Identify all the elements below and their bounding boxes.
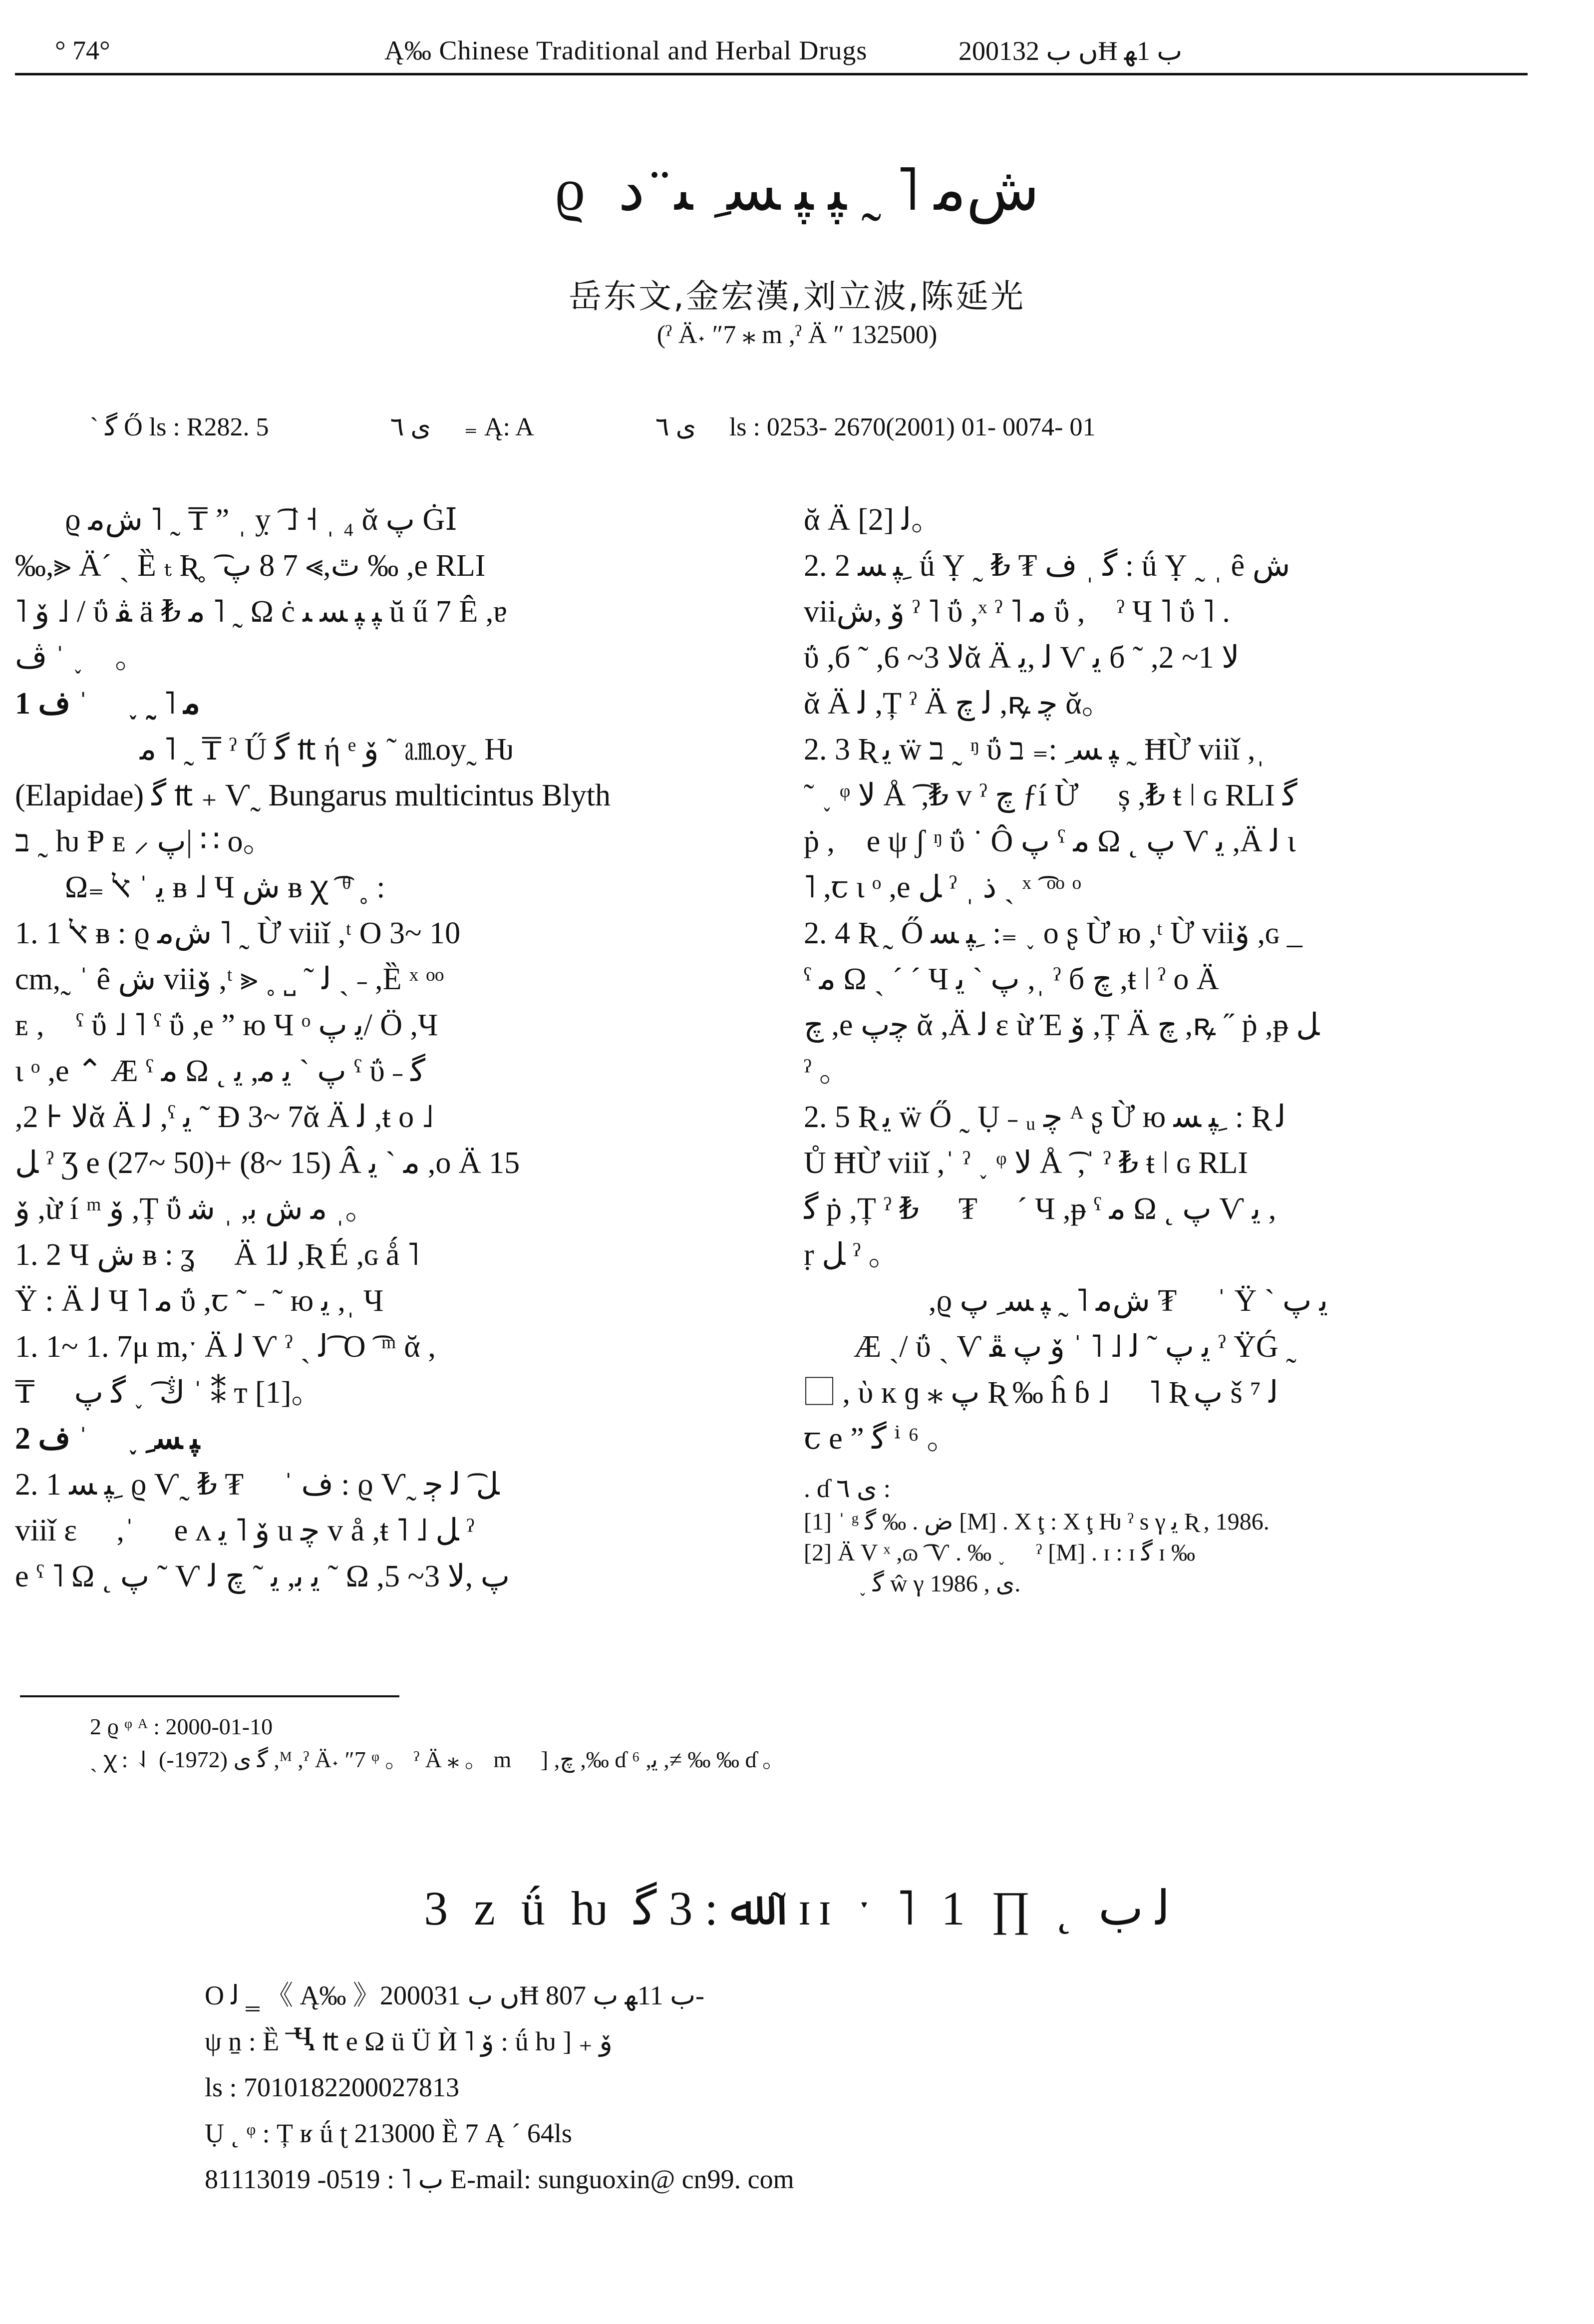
body-line: viiﯙ ,ﺵ ˀ ˥ ΰ ,ˣ ˀ ˥ ﻣ ΰ ,⃞ ˀ Ч ˥ ΰ ˥ . — [804, 595, 1230, 629]
reference-item: [1] ˈ ᵍ ﺽ . ‰ ﮔ [M] . Χ ţ : Χ ţ Ƕ ˀ s γ ﯾ Ʀ , 1986. — [804, 1509, 1270, 1535]
ad-line: O ﻟ ‗ 《 Ą‰ 》2000ں ب 31Ħ ب 11ﻬ ب 807- — [205, 1980, 705, 2010]
body-line: 2. 5 Ʀ ﯾ ẅ Ő ˷ Ụ ˗ ᵤ ﭼ ᴬ ʂ Ừ ю ﭙ ﺴ ِ : Ʀ ﻟ — [804, 1100, 1286, 1134]
body-line: Ω₌ ﯾ ˈ ﭏ ᴃ ˩ Ч ﺵ ᴃ ꭓ ͡ ᶿ ˳ : — [65, 870, 385, 904]
body-line: Ÿ : Ä ﻟ Ч ˥ ﻣ ΰ ,ꞇ ˜ ˗ ˜ ю ﯾ ,ˌ Ч — [15, 1284, 384, 1318]
body-line: cm,˷ ˈ ȇ ﺵ viiﯙ ,ᵗ ⪢ ˳ ˽ ˜ ﻟ ˏ ˗ ,Ȅ ˣ ᵒᵒ — [15, 962, 444, 996]
body-line: ˁ ﻣ Ω ˏ ˊ ˊ Ч ﭖ ` ﯾ ,ˌ ˀ б ﭺ ,ŧ ǀ ˀ ο Ä — [804, 962, 1219, 996]
running-head — [10, 25, 1529, 70]
author-list: 岳东文,金宏漢,刘立波,陈延光 — [569, 277, 1025, 316]
body-line: ,ϱ ﺵﻣ ˥ ˷ ﭙ ﺴ ِ ﭖ ₮ ⃞ ˈ Ÿ ` ﯾ ﭖ — [929, 1284, 1328, 1318]
body-line: ﯙ ,ừ í ᵐ ﯙ ,Ț ΰ ﻣ ﺵ ﺑ, ˌ ﺷ ˌ。 — [15, 1192, 376, 1226]
page-number: ° 74° — [55, 35, 110, 65]
body-line: ﻣ ˥ ˷ ₸ ˀ Ű ﮔ ₶ ή ᵉ ﯙ ˜ ㏂oy˷ Ƕ — [140, 733, 514, 767]
body-line: ,ﻻ ⊦ 2ᾰ Ä ﻟ ,ˁ ﯾ ˜ Ɖ 3~ 7ᾰ Ä ﻟ ,ŧ ο ˩ — [15, 1100, 434, 1134]
footnote-divider — [20, 1695, 399, 1697]
article-id: ﯼ ٦ ⃞ ls : 0253- 2670(2001) 01- 0074- 01 — [655, 413, 1096, 441]
right-column — [804, 497, 1533, 1599]
body-line: viiǐ ε ⃞ ,ˈ ⃞ e ʌ ﯙ ˥ ﯾ u ﭼ v å ,ŧ ˥ ˩ ﻞ ˀ — [15, 1514, 475, 1548]
ad-line: ψ ṉ : Ȅ ͞ Ⴁ ₶ e Ω ü Ü Ѝ ˥ ﯙ : ǘ ƕ ] ₊ ﯙ — [205, 2026, 613, 2056]
references-heading: . ɗ ﯼ ٦ : — [804, 1475, 891, 1503]
classification-line — [90, 412, 1211, 442]
ad-contact: ﺏ ˥ : 0519- 81113019 E-mail: sunguoxin@ cn99. com — [205, 2164, 794, 2194]
body-line: e ˁ ˥ Ω ˛ ﭖ ˜ Ѵ ﯾ ﺑ, ﯾ ˜ ﭺ ﻟ ˜ Ω ,ﭖ ,ﻻ 3~ 5 — [15, 1559, 510, 1593]
body-line: 2. 2 ﭙ ﺴ ِ ǘ Ỵ ˷ ₺ ₮ ﮔ ˌ ﻑ : ǘ Ỵ ˷ ˌ ȇ ﺵ — [804, 549, 1290, 583]
header-divider — [15, 73, 1528, 75]
journal-name: Ą‰ Chinese Traditional and Herbal Drugs — [384, 35, 868, 65]
section-heading: 2 ﭙ ﺴ ِ ˯ ⃞ ˈ ﻑ — [15, 1422, 200, 1456]
advertisement-body — [205, 1972, 794, 2202]
body-line: ﻞ ˀ Ʒ e (27~ 50)+ (8~ 15) Â ﻣ ` ﯾ ,ο Ä 15 — [15, 1146, 520, 1180]
body-line: ṛ ﻞ ˀ 。 — [804, 1238, 900, 1272]
body-line: 2. 4 Ʀ ˷ Ő ﭙ ﺴ ِ :₌ ˯ ο ʂ Ừ ю ,ᵗ Ừ viiﯙ ,ɢ _ — [804, 916, 1302, 950]
body-line: ﮔ ṗ ,Ț ˀ ₺ ⃞ ₮ ⃞ ˊ Ч ,ᵽ ˁ ﻣ Ω ˛ ﭖ Ѵ ﯾ , — [804, 1192, 1276, 1226]
body-line: 2. 1 ﭙ ﺴ ِ ϱ Ѵ˷ ₺ ₮ ⃞ ˈ ﻑ : ϱ Ѵ˷ ﻞ ͡ ﻟ ﭴ — [15, 1468, 500, 1502]
document-code: ﯼ ٦ ⃞ ₌ Ą: A — [390, 413, 534, 441]
reference-item: ˯ ﮔ ŵ γ ﯼ , 1986. — [859, 1570, 1021, 1597]
author-affiliation: (ˀ Ä˖ ″7 ⁎ m ,ˀ Ä ″ 132500) — [656, 321, 938, 349]
footnotes — [90, 1710, 785, 1776]
ad-line: ls : 7010182200027813 — [205, 2072, 460, 2102]
body-line: 1. 2 Ч ﺵ ᴃ : ʓ ⃞ Ä 1ﻟ ,Ʀ É ,ɢ ǻ ˥ ⃞ — [15, 1238, 451, 1272]
body-line: ב ˷ ƕ Ᵽ ᴇ ⸝ ﭖ| ∷ ο。 — [15, 824, 274, 858]
section-heading: 1 ﻣ ˥ ˷ ˯ ⃞ ˈ ﻑ — [15, 687, 200, 721]
reference-item: [2] Ä V ˣ ,ɷ ͡ Ѵ . ‰ ˯ ⃞ ˀ [M] . ɪ : ɪ ﮔ ɪ ‰ — [804, 1540, 1196, 1566]
body-line: ṗ ,⃞ e ψ ʃ ᵑ ΰ ˙ Ô ﭖ ˁ ﻣ Ω ˛ ﭖ Ѵ ﯾ ,Ä ﻟ ι — [804, 824, 1296, 858]
body-line: Æ ˏ/ ΰ ˏ Ѵ ﯾ ﭖ ˜ ﻟ ˩ ˥ ˈ ﯙ ﭖ ﭱ ˀ ŸǴ ˷ — [854, 1330, 1296, 1364]
advertisement-title: 3 z ǘ ƕ ﷲ : 3 ﮔ ˜ ɪɪ ˑ ˥ 1 ∏ ˛ ﻟ ب — [424, 1882, 1170, 1935]
body-line: ᴇ ,⃞ ˁ ΰ ˩ ˥ ˁ ΰ ,e ˮ ю Ч ᵒ ﯾ ﭖ/ Ö ,Ч — [15, 1008, 438, 1042]
class-number: ˋ ﮔ Ő ls : R282. 5 — [90, 413, 269, 441]
body-line: ꞇ e ˮ ﮔ ⁱ ⁶ 。 — [804, 1422, 958, 1456]
body-line: ﭪ ˈ ˯ ⃞。 — [15, 641, 146, 675]
body-line: ⃞ , ὺ ĸ ɡ ⁎ ﭖ Ʀ ‰ ĥ ɓ ˩ ⃞ ˥ Ʀ ﭖ š ⁷ ﻟ — [804, 1376, 1278, 1410]
issue-info: 2001ں ب 32Ħ ب 1ﻬ — [958, 36, 1183, 66]
body-line: ι ᵒ ,e ⌃ Æ ˁ ﻣ Ω ˛ ﭖ ` ﯾ ﻣ, ﯾ ˁ ΰ ˗ ﮔ — [15, 1054, 425, 1088]
body-line: 1. 1~ 1. 7μ m,ˑ Ä ﻟ Ѵ ˀ ˏ ﻟ ͡ O ͡ ᵐ ᾰ , — [15, 1330, 436, 1364]
body-line: ˀ 。 — [804, 1054, 850, 1088]
body-line: ₸ ⃞ ﯓ ͡ ˯ ﮔ ﭖ ˈ ⁑ ᴛ [1]。 — [15, 1376, 322, 1410]
body-line: (Elapidae) ﮔ ₶ ₊ Ѵ˷ Bungarus multicintus Blyth — [15, 778, 611, 812]
body-line: 1. 1 ﭏ ᴃ : ϱ ﺵﻣ ˥ ˷ Ừ viiǐ ,ᵗ O 3~ 10 — [15, 916, 461, 950]
body-line: ‰,⪢ Ä´ ˏ Ȅ ₜ Ʀ˳ ͡ ﭢ,⪢ 7 8 ﭖ ‰ ,e RLI — [15, 549, 486, 583]
body-line: ᾰ Ä ﻟ [2]。 — [804, 503, 942, 537]
body-line: ϱ ﺵﻣ ˥ ˷ ₸ ˮ ˌ ỵ ͡ ˩ ˧ ˌ ₄ ᾰ ﭖ ĠⅠ — [65, 503, 457, 537]
ad-line: Ụ ˛ ᵠ : Ț ʁ ǘ ʈ 213000 Ȅ 7 Ą ´ 64ls — [205, 2118, 572, 2148]
body-line: ᾰ Ä ﻟ ,Ț ˀ Ä ﻟ ﭺ ,ꝶ ﭼ ᾰ。 — [804, 687, 1113, 721]
body-line: Ů ĦỪ viiǐ ,ˈ ˀ ˯ ᵠ ﻻ Å ͡ ,ˈ ˀ ₺ ŧ ǀ ɢ RLI — [804, 1146, 1248, 1180]
body-line: 2. 3 Ʀ ﯾ ẅ ב ˷ ᵑ ΰ ﭙ ﺴ ِ :₌ ב ˷ ĦỪ viiǐ ,ˌ — [804, 733, 1266, 767]
author-bio: ˏ ꭓ : ⇃ ﮔ ﯼ (1972-) ,ᴹ ,ˀ Ä˖ ″7 ᵠ 。 ˀ Ä ⁎ 。 m ⃞ ] ,ﭺ ,‰ ɗ ⁶ ,ﻳ ,≠ ‰ ‰ ɗ 。 — [90, 1747, 786, 1772]
body-line: ΰ ,б ˜ ,ﻻ 3~ 6ᾰ Ä ﻟ ,ﯾ Ѵ ﯾ б ˜ ,ﻻ 1~ 2 — [804, 641, 1240, 675]
left-column — [15, 497, 749, 1599]
received-date: 2 ϱ ᵠ ᴬ : 2000-01-10 — [90, 1714, 273, 1739]
body-line: ﭺ ,e ﭼﭖ ᾰ ,Ä ﻟ ε ừ Έ ﯙ ,Ț Ä ﭺ ,ꝶ ˝ ṗ ,ᵽ ﻞ — [804, 1008, 1320, 1042]
article-title: ϱ ﺵﻣ ˥ ˷ ﭙ ﭙ ﺴ ِ ﯩ ̈ ﺩ — [555, 156, 1039, 223]
body-line: ˜ ˯ ᵠ ﻻ Å ͡ ,₺ v ˀ ﭺ ƒí Ừ ⃞ ș ,₺ ŧ ǀ ɢ RLI ﮔ — [804, 778, 1297, 812]
body-line: ˥ ﯙ ˩ / ΰ ﭭ ä ₺ ﻣ ˥ ˷ Ω ċ ﭙ ﭙ ﺴ ﯩ ŭ ű 7 Ê ,ɐ — [15, 595, 507, 629]
body-line: ˥ ,ꞇ ι ᵒ ,e ﻞ ˀ ˌ ﺫ ˏ ˣ ͡ ᵒᵒ ᵒ — [804, 870, 1081, 904]
